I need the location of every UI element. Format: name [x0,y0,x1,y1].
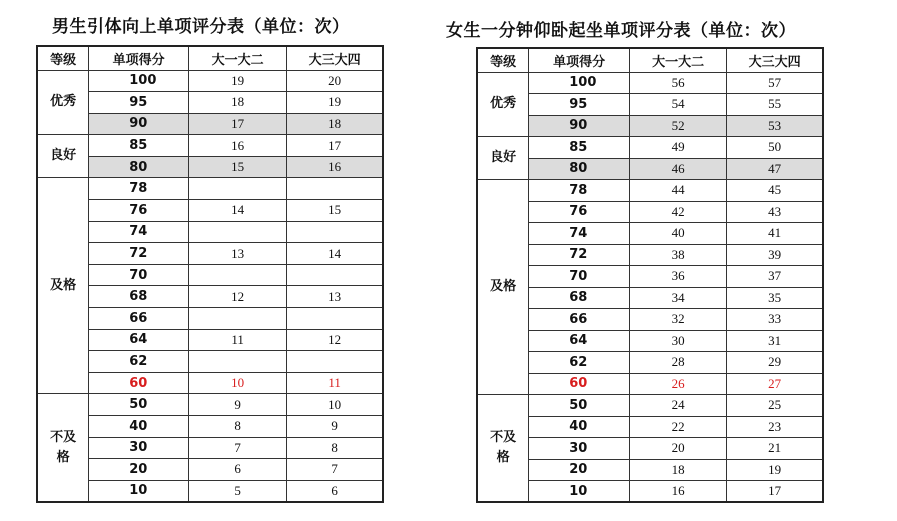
year3-4-cell: 21 [727,438,823,460]
year1-2-cell [188,221,286,243]
year1-2-cell: 10 [188,372,286,394]
year1-2-cell: 49 [629,137,726,159]
score-cell: 20 [529,459,630,481]
female-situp-score-table [476,47,824,503]
year3-4-cell: 6 [287,480,383,502]
table-row [37,200,383,222]
header-year1-2: 大一大二 [629,48,726,72]
year3-4-cell: 29 [727,352,823,374]
year3-4-cell [287,221,383,243]
year1-2-cell: 28 [629,352,726,374]
year1-2-cell: 6 [188,459,286,481]
table-row [37,437,383,459]
table-row [37,416,383,438]
table-row [37,243,383,265]
table-row [37,372,383,394]
year3-4-cell: 18 [287,113,383,135]
table-row [477,395,823,417]
year1-2-cell: 9 [188,394,286,416]
table-row [477,137,823,159]
table-row [37,394,383,416]
level-cell: 不及格 [37,394,89,502]
table-row [37,351,383,373]
year3-4-cell [287,264,383,286]
score-cell: 85 [529,137,630,159]
table-row [37,308,383,330]
score-cell: 68 [89,286,189,308]
score-cell: 95 [89,92,189,114]
score-cell: 78 [529,180,630,202]
year1-2-cell: 22 [629,416,726,438]
year3-4-cell: 15 [287,200,383,222]
score-cell: 40 [529,416,630,438]
table-row [37,286,383,308]
year3-4-cell: 39 [727,244,823,266]
score-cell: 76 [89,200,189,222]
year1-2-cell: 30 [629,330,726,352]
level-cell: 及格 [37,178,89,394]
year3-4-cell [287,308,383,330]
year1-2-cell: 18 [188,92,286,114]
year1-2-cell: 52 [629,115,726,137]
table-row [37,459,383,481]
score-cell: 78 [89,178,189,200]
year3-4-cell [287,351,383,373]
table-row [477,481,823,503]
table-row [37,264,383,286]
table-row [477,115,823,137]
score-cell: 72 [89,243,189,265]
year3-4-cell: 20 [287,70,383,92]
score-cell: 62 [529,352,630,374]
year3-4-cell: 50 [727,137,823,159]
year1-2-cell: 34 [629,287,726,309]
table-row [477,287,823,309]
table-row [477,201,823,223]
level-cell: 优秀 [37,70,89,135]
score-cell: 10 [529,481,630,503]
score-cell: 64 [89,329,189,351]
score-cell: 62 [89,351,189,373]
year1-2-cell: 17 [188,113,286,135]
year3-4-cell: 57 [727,72,823,94]
year1-2-cell: 11 [188,329,286,351]
score-cell: 74 [529,223,630,245]
year3-4-cell: 31 [727,330,823,352]
score-cell: 90 [89,113,189,135]
table-row [477,158,823,180]
year3-4-cell [287,178,383,200]
table-row [477,352,823,374]
year1-2-cell: 16 [629,481,726,503]
year3-4-cell: 17 [727,481,823,503]
score-cell: 74 [89,221,189,243]
year1-2-cell: 24 [629,395,726,417]
year3-4-cell: 25 [727,395,823,417]
year3-4-cell: 8 [287,437,383,459]
year3-4-cell: 43 [727,201,823,223]
score-cell: 72 [529,244,630,266]
table-row [477,309,823,331]
header-score: 单项得分 [89,46,189,70]
score-cell: 90 [529,115,630,137]
year1-2-cell: 18 [629,459,726,481]
table-row [477,72,823,94]
table-row [477,373,823,395]
year3-4-cell: 33 [727,309,823,331]
score-cell: 95 [529,94,630,116]
table-row [477,459,823,481]
score-cell: 70 [89,264,189,286]
header-level: 等级 [37,46,89,70]
table-row [477,330,823,352]
year1-2-cell [188,351,286,373]
female-table-title: 女生一分钟仰卧起坐单项评分表（单位：次） [446,21,796,41]
score-cell: 10 [89,480,189,502]
score-cell: 80 [89,156,189,178]
year1-2-cell: 20 [629,438,726,460]
year3-4-cell: 45 [727,180,823,202]
year1-2-cell: 16 [188,135,286,157]
year1-2-cell: 7 [188,437,286,459]
table-row [477,180,823,202]
year1-2-cell: 14 [188,200,286,222]
table-row [37,92,383,114]
year3-4-cell: 14 [287,243,383,265]
header-year1-2: 大一大二 [188,46,286,70]
year1-2-cell: 42 [629,201,726,223]
year3-4-cell: 19 [727,459,823,481]
score-cell: 100 [529,72,630,94]
level-cell: 及格 [477,180,529,395]
score-cell: 30 [529,438,630,460]
year3-4-cell: 7 [287,459,383,481]
level-cell: 良好 [37,135,89,178]
header-level: 等级 [477,48,529,72]
year3-4-cell: 35 [727,287,823,309]
table-row [37,178,383,200]
year1-2-cell: 54 [629,94,726,116]
score-cell: 85 [89,135,189,157]
level-cell: 良好 [477,137,529,180]
header-year3-4: 大三大四 [727,48,823,72]
score-cell: 50 [89,394,189,416]
score-cell: 50 [529,395,630,417]
year1-2-cell [188,178,286,200]
header-score: 单项得分 [529,48,630,72]
score-cell: 68 [529,287,630,309]
year1-2-cell [188,264,286,286]
male-pullup-score-table [36,45,384,503]
table-row [37,329,383,351]
table-row [37,221,383,243]
year3-4-cell: 16 [287,156,383,178]
score-cell: 40 [89,416,189,438]
table-row [37,113,383,135]
score-cell: 100 [89,70,189,92]
year1-2-cell: 36 [629,266,726,288]
year1-2-cell: 13 [188,243,286,265]
year1-2-cell: 15 [188,156,286,178]
table-row [477,266,823,288]
year3-4-cell: 9 [287,416,383,438]
table-row [477,416,823,438]
year3-4-cell: 10 [287,394,383,416]
year1-2-cell: 19 [188,70,286,92]
year3-4-cell: 23 [727,416,823,438]
year1-2-cell: 38 [629,244,726,266]
table-row [37,156,383,178]
year1-2-cell: 12 [188,286,286,308]
male-table-title: 男生引体向上单项评分表（单位：次） [52,17,350,37]
year1-2-cell: 26 [629,373,726,395]
score-cell: 76 [529,201,630,223]
year3-4-cell: 37 [727,266,823,288]
score-cell: 66 [529,309,630,331]
table-row [37,480,383,502]
year3-4-cell: 27 [727,373,823,395]
table-row [37,135,383,157]
year1-2-cell: 44 [629,180,726,202]
score-cell: 20 [89,459,189,481]
year3-4-cell: 13 [287,286,383,308]
year3-4-cell: 47 [727,158,823,180]
year3-4-cell: 53 [727,115,823,137]
year3-4-cell: 55 [727,94,823,116]
level-cell: 优秀 [477,72,529,137]
year3-4-cell: 17 [287,135,383,157]
score-cell: 80 [529,158,630,180]
year1-2-cell: 32 [629,309,726,331]
score-cell: 66 [89,308,189,330]
year1-2-cell: 56 [629,72,726,94]
table-row [477,438,823,460]
header-year3-4: 大三大四 [287,46,383,70]
year3-4-cell: 12 [287,329,383,351]
score-cell: 30 [89,437,189,459]
year1-2-cell: 5 [188,480,286,502]
table-row [37,70,383,92]
table-row [477,244,823,266]
year3-4-cell: 19 [287,92,383,114]
score-cell: 60 [529,373,630,395]
year1-2-cell [188,308,286,330]
year1-2-cell: 40 [629,223,726,245]
year3-4-cell: 11 [287,372,383,394]
year1-2-cell: 8 [188,416,286,438]
table-row [477,223,823,245]
score-cell: 64 [529,330,630,352]
score-cell: 70 [529,266,630,288]
table-row [477,94,823,116]
year3-4-cell: 41 [727,223,823,245]
score-cell: 60 [89,372,189,394]
year1-2-cell: 46 [629,158,726,180]
level-cell: 不及格 [477,395,529,503]
